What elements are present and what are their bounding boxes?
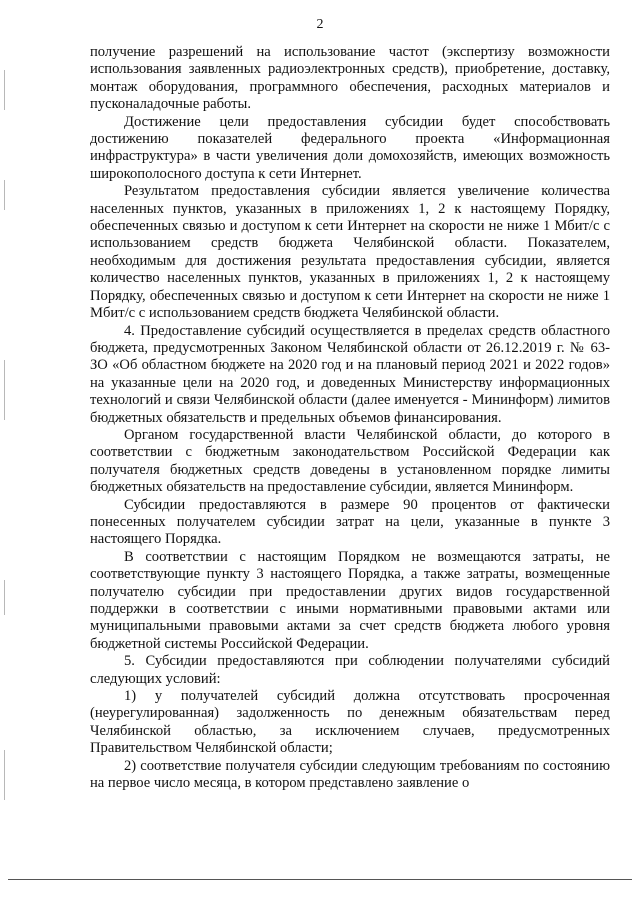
paragraph-goal: Достижение цели предоставления субсидии будет способствовать достижению показателей федерального проекта «Информационная инфраструктура» в части увеличения доли домохозяйств, имеющих возможность широкополосного доступа к сети Интернет. bbox=[90, 113, 610, 182]
bottom-rule bbox=[8, 879, 632, 880]
paragraph-authority: Органом государственной власти Челябинской области, до которого в соответствии с бюджетным законодательством Российской Федерации как получателя бюджетных средств доведены в установленном порядке лимиты бюджетных обязательств на предоставление субсидии, является Мининформ. bbox=[90, 426, 610, 496]
document-body bbox=[90, 44, 610, 792]
paragraph-result: Результатом предоставления субсидии является увеличение количества населенных пунктов, указанных в приложениях 1, 2 к настоящему Порядку, обеспеченных связью и доступом к сети Интернет на скорости не ниже 1 Мбит/с с использованием средств бюджета Челябинской области. Показателем, необходимым для достижения результата предоставления субсидии, является количество населенных пунктов, указанных в приложениях 1, 2 к настоящему Порядку, обеспеченных связью и доступом к сети Интернет на скорости не ниже 1 Мбит/с с использованием средств бюджета Челябинской области. bbox=[90, 183, 610, 322]
paragraph-condition-2: 2) соответствие получателя субсидии следующим требованиям по состоянию на первое число месяца, в котором представлено заявление о bbox=[90, 757, 610, 792]
paragraph-condition-1: 1) у получателей субсидий должна отсутствовать просроченная (неурегулированная) задолженность по денежным обязательствам перед Челябинской областью, за исключением случаев, предусмотренных Правительством Челябинской области; bbox=[90, 688, 610, 757]
paragraph-not-reimbursed: В соответствии с настоящим Порядком не возмещаются затраты, не соответствующие пункту 3 настоящего Порядка, а также затраты, возмещенные получателю субсидии при предоставлении других видов государственной поддержки в соответствии с иными нормативными правовыми актами или муниципальными правовыми актами за счет средств бюджета любого уровня бюджетной системы Российской Федерации. bbox=[90, 548, 610, 652]
paragraph-continuation: получение разрешений на использование частот (экспертизу возможности использования заявленных радиоэлектронных средств), приобретение, доставку, монтаж оборудования, программного обеспечения, расходных материалов и пусконаладочные работы. bbox=[90, 44, 610, 113]
paragraph-subsidy-size: Субсидии предоставляются в размере 90 процентов от фактически понесенных получателем субсидии затрат на цели, указанные в пункте 3 настоящего Порядка. bbox=[90, 496, 610, 548]
scan-edge-marks bbox=[2, 60, 8, 840]
paragraph-item-4: 4. Предоставление субсидий осуществляется в пределах средств областного бюджета, предусмотренных Законом Челябинской области от 26.12.2019 г. № 63-ЗО «Об областном бюджете на 2020 год и на плановый период 2021 и 2022 годов» на указанные цели на 2020 год, и доведенных Министерству информационных технологий и связи Челябинской области (далее именуется - Мининформ) лимитов бюджетных обязательств и предельных объемов финансирования. bbox=[90, 322, 610, 426]
page-number: 2 bbox=[316, 17, 324, 32]
paragraph-item-5: 5. Субсидии предоставляются при соблюдении получателями субсидий следующих условий: bbox=[90, 653, 610, 687]
